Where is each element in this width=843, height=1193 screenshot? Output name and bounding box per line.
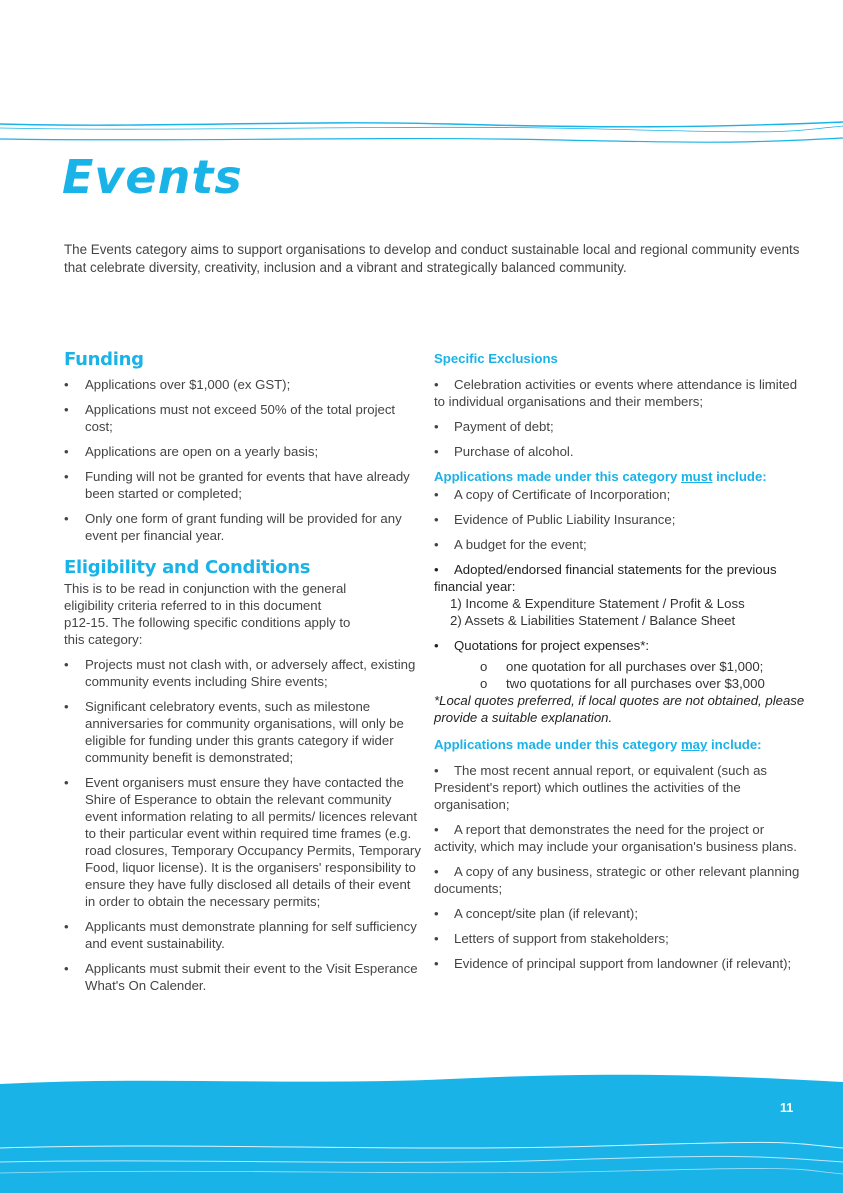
list-item: • A copy of any business, strategic or other relevant planning documents; — [434, 864, 800, 896]
list-item: • Event organisers must ensure they have contacted the Shire of Esperance to obtain the relevant community event information relating to all permits/ licences relevant to their particular event within required time frames (e.g. road closures, Temporary Occupancy Permits, Temporary Food, liquor license). It is the organisers' responsibility to ensure they have fully disclosed all details of their event in order to obtain the necessary permits; — [64, 775, 421, 909]
eligibility-intro: This is to be read in conjunction with the general eligibility criteria referred to in this document p12-15. The following specific conditions apply to this category: — [64, 581, 351, 647]
intro-paragraph: The Events category aims to support organisations to develop and conduct sustainable local and regional community events that celebrate diversity, creativity, inclusion and a vibrant and strategically balanced community. — [64, 242, 800, 275]
eligibility-list — [64, 656, 422, 994]
bullet-icon: • — [64, 775, 69, 790]
financial-sublist — [434, 595, 806, 629]
quotations-list — [434, 637, 806, 654]
list-item: • Celebration activities or events where attendance is limited to individual organisations and their members; — [434, 377, 798, 409]
exclusions-list — [434, 376, 806, 460]
exclusions-heading: Specific Exclusions — [434, 351, 558, 366]
bullet-icon: • — [434, 763, 439, 778]
list-item: • A report that demonstrates the need for the project or activity, which may include your organisation's business plans. — [434, 822, 797, 854]
bullet-icon: • — [64, 657, 69, 672]
bullet-icon: • — [434, 906, 439, 921]
right-column — [434, 350, 806, 980]
may-include-heading: Applications made under this category may include: — [434, 737, 762, 752]
bullet-icon: • — [434, 487, 439, 502]
quotation-sublist — [434, 658, 806, 692]
bullet-icon: • — [434, 931, 439, 946]
bullet-icon: • — [434, 638, 439, 653]
bullet-icon: • — [64, 919, 69, 934]
page-number: 11 — [780, 1101, 794, 1115]
list-item: • Applications must not exceed 50% of the total project cost; — [64, 402, 396, 434]
list-item: • Applicants must demonstrate planning for self sufficiency and event sustainability. — [64, 919, 417, 951]
list-item: o one quotation for all purchases over $1,000; — [480, 659, 764, 674]
bullet-icon: • — [64, 699, 69, 714]
quotes-note: *Local quotes preferred, if local quotes are not obtained, please provide a suitable explanation. — [434, 693, 805, 725]
list-item: • Only one form of grant funding will be provided for any event per financial year. — [64, 511, 402, 543]
list-item: • Evidence of Public Liability Insurance; — [434, 512, 676, 527]
bullet-icon: • — [434, 956, 439, 971]
bullet-icon: • — [434, 444, 439, 459]
list-item: • Funding will not be granted for events that have already been started or completed; — [64, 469, 410, 501]
list-item: • Letters of support from stakeholders; — [434, 931, 669, 946]
list-item: • Projects must not clash with, or adversely affect, existing community events including Shire events; — [64, 657, 416, 689]
bullet-icon: • — [434, 377, 439, 392]
list-item: • A budget for the event; — [434, 537, 587, 552]
bullet-icon: • — [64, 402, 69, 417]
may-include-list — [434, 762, 806, 972]
list-item: 2) Assets & Liabilities Statement / Balance Sheet — [450, 613, 736, 628]
bullet-icon: • — [434, 562, 439, 577]
bullet-icon: • — [64, 511, 69, 526]
must-include-heading: Applications made under this category must include: — [434, 469, 767, 484]
circle-bullet-icon: o — [480, 676, 488, 691]
bullet-icon: • — [64, 444, 69, 459]
list-item: • Purchase of alcohol. — [434, 444, 574, 459]
list-item: • Applicants must submit their event to the Visit Esperance What's On Calender. — [64, 961, 418, 993]
bullet-icon: • — [434, 537, 439, 552]
bullet-icon: • — [434, 512, 439, 527]
bottom-wave-band — [0, 1070, 843, 1193]
list-item: • A concept/site plan (if relevant); — [434, 906, 638, 921]
list-item: 1) Income & Expenditure Statement / Profit & Loss — [450, 596, 745, 611]
circle-bullet-icon: o — [480, 659, 488, 674]
left-column — [64, 348, 422, 1002]
list-item: • Applications over $1,000 (ex GST); — [64, 377, 291, 392]
list-item: • Quotations for project expenses*: — [434, 638, 649, 653]
bullet-icon: • — [434, 822, 439, 837]
funding-list — [64, 376, 422, 544]
funding-heading: Funding — [64, 349, 144, 370]
must-include-list — [434, 486, 806, 595]
eligibility-heading: Eligibility and Conditions — [64, 557, 311, 578]
list-item: • Significant celebratory events, such as milestone anniversaries for community organisations, will only be eligible for funding under this grants category if wider community benefit is demonstrated; — [64, 699, 404, 765]
bullet-icon: • — [434, 419, 439, 434]
list-item: • Applications are open on a yearly basis; — [64, 444, 319, 459]
list-item: • Evidence of principal support from landowner (if relevant); — [434, 956, 792, 971]
list-item: • Payment of debt; — [434, 419, 554, 434]
list-item: • Adopted/endorsed financial statements for the previous financial year: — [434, 562, 777, 594]
bullet-icon: • — [64, 377, 69, 392]
page-title: Events — [62, 150, 243, 204]
list-item: • The most recent annual report, or equivalent (such as President's report) which outlines the activities of the organisation; — [434, 763, 768, 812]
list-item: o two quotations for all purchases over $3,000 — [480, 676, 765, 691]
bullet-icon: • — [434, 864, 439, 879]
list-item: • A copy of Certificate of Incorporation; — [434, 487, 671, 502]
top-wave-decoration — [0, 112, 843, 152]
bullet-icon: • — [64, 961, 69, 976]
bullet-icon: • — [64, 469, 69, 484]
